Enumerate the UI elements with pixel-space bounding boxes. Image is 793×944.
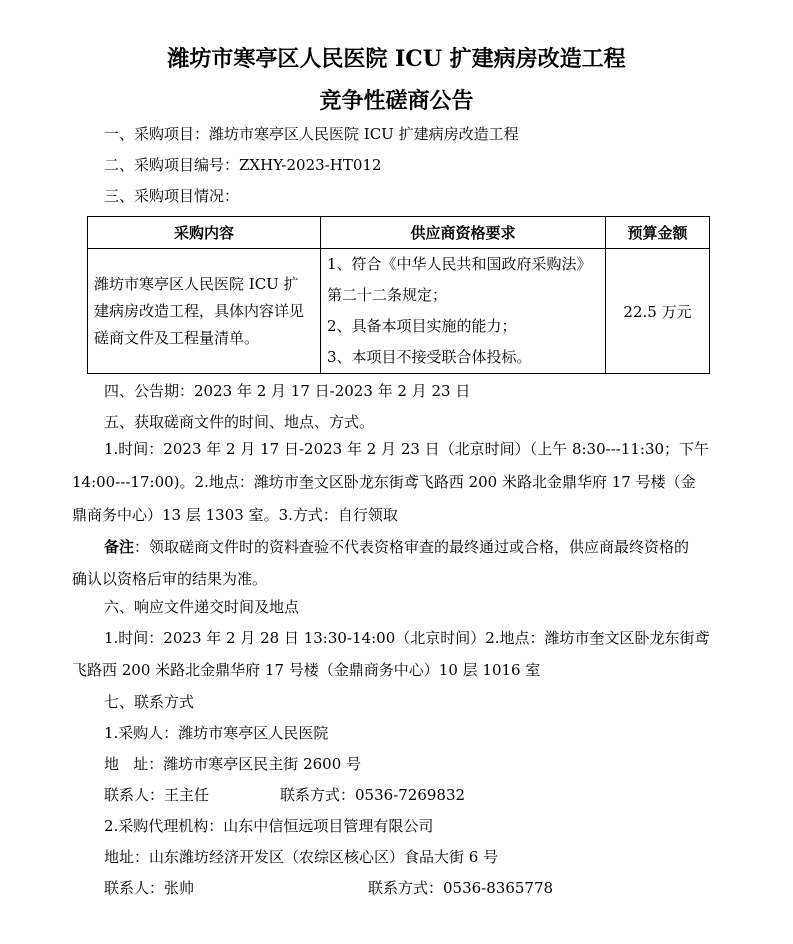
content-line: 建病房改造工程，具体内容详见	[94, 301, 305, 320]
requirement-line: 1、符合《中华人民共和国政府采购法》	[327, 255, 592, 273]
table-header-requirements: 供应商资格要求	[321, 217, 606, 249]
table-cell-requirements	[321, 249, 606, 374]
project-info-heading: 三、采购项目情况：	[104, 187, 240, 205]
obtain-line: 1.时间：2023 年 2 月 17 日-2023 年 2 月 23 日（北京时间）（上午 8:30---11:30；下午	[104, 440, 710, 458]
purchaser-address: 地 址：潍坊市寒亭区民主街 2600 号	[104, 755, 362, 773]
requirement-line: 3、本项目不接受联合体投标。	[327, 348, 532, 366]
submit-line: 1.时间：2023 年 2 月 28 日 13:30-14:00（北京时间）2.地点：潍坊市奎文区卧龙东街鸢	[104, 629, 710, 647]
requirement-line: 2、具备本项目实施的能力；	[327, 317, 517, 335]
submit-heading: 六、响应文件递交时间及地点	[104, 598, 300, 616]
agency: 2.采购代理机构：山东中信恒远项目管理有限公司	[104, 817, 434, 835]
note-line	[104, 531, 689, 564]
agency-phone: 联系方式：0536-8365778	[368, 879, 554, 897]
agency-address: 地址：山东潍坊经济开发区（农综区核心区）食品大街 6 号	[104, 848, 499, 866]
table-cell-content	[88, 249, 321, 374]
table-header-content: 采购内容	[88, 217, 321, 249]
obtain-heading: 五、获取磋商文件的时间、地点、方式。	[104, 413, 375, 431]
table-header-row	[88, 217, 710, 249]
table-cell-budget: 22.5 万元	[606, 249, 710, 374]
project-number: 二、采购项目编号：ZXHY-2023-HT012	[104, 156, 382, 174]
content-line: 磋商文件及工程量清单。	[94, 328, 260, 347]
note-text: ：领取磋商文件时的资料查验不代表资格审查的最终通过或合格，供应商最终资格的	[134, 538, 690, 556]
procurement-table	[87, 216, 710, 374]
purchaser-contact-person: 联系人：王主任	[104, 786, 210, 804]
obtain-line: 14:00---17:00)。2.地点：潍坊市奎文区卧龙东街鸢飞路西 200 米路北金鼎华府 17 号楼（金	[72, 473, 696, 491]
obtain-line: 鼎商务中心）13 层 1303 室。3.方式：自行领取	[72, 506, 398, 524]
project-name: 一、采购项目：潍坊市寒亭区人民医院 ICU 扩建病房改造工程	[104, 125, 519, 143]
purchaser-phone: 联系方式：0536-7269832	[280, 786, 466, 804]
document-title: 潍坊市寒亭区人民医院 ICU 扩建病房改造工程	[167, 46, 626, 72]
purchaser: 1.采购人：潍坊市寒亭区人民医院	[104, 724, 329, 742]
table-row	[88, 249, 710, 374]
announcement-period: 四、公告期：2023 年 2 月 17 日-2023 年 2 月 23 日	[104, 382, 471, 400]
requirement-line: 第二十二条规定；	[327, 286, 448, 304]
document-subtitle: 竞争性磋商公告	[319, 88, 474, 114]
contact-heading: 七、联系方式	[104, 693, 195, 711]
agency-contact-person: 联系人：张帅	[104, 879, 195, 897]
note-line-2: 确认以资格后审的结果为准。	[72, 570, 268, 588]
content-line: 潍坊市寒亭区人民医院 ICU 扩	[94, 274, 299, 293]
submit-line: 飞路西 200 米路北金鼎华府 17 号楼（金鼎商务中心）10 层 1016 室	[72, 661, 541, 679]
note-label: 备注	[104, 538, 135, 556]
table-header-budget: 预算金额	[606, 217, 710, 249]
